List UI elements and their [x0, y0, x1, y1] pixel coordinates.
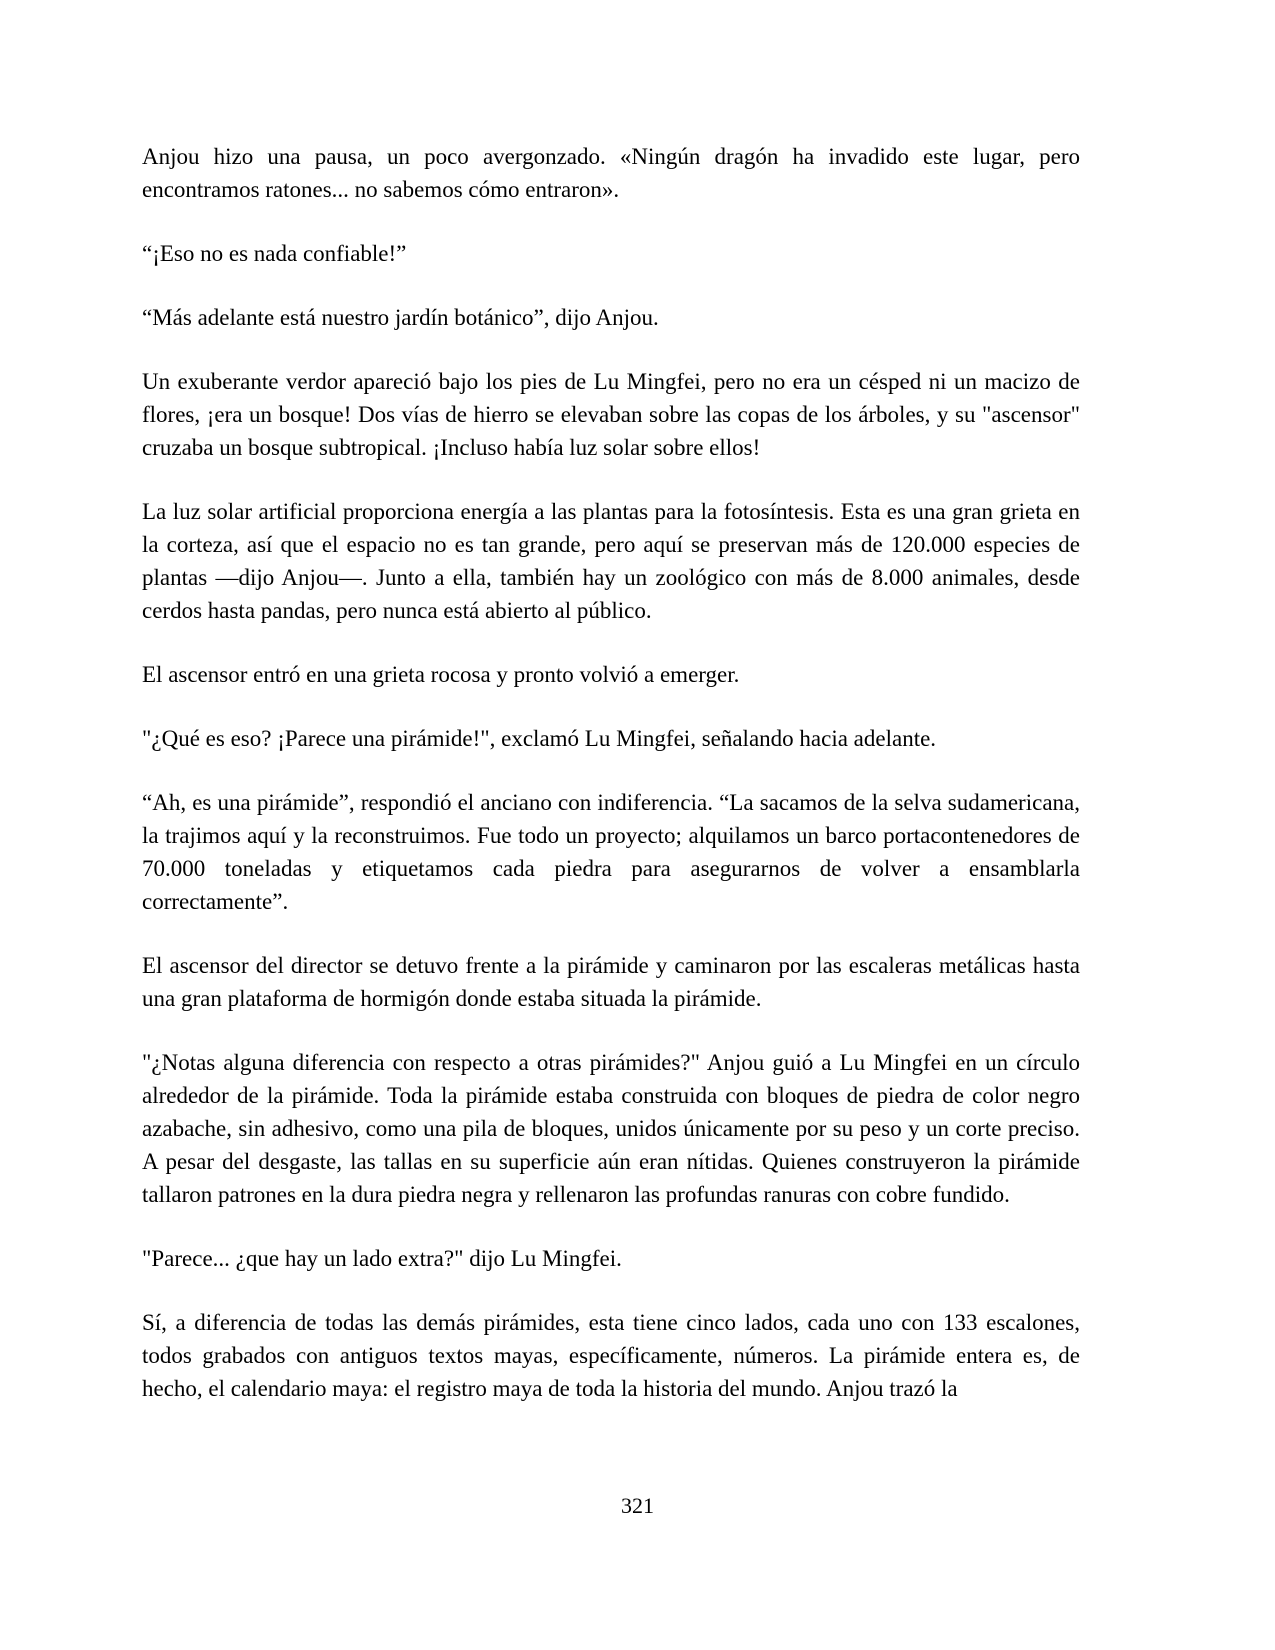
page-number: 321 [621, 1493, 654, 1518]
paragraph: El ascensor del director se detuvo frente a la pirámide y caminaron por las escaleras metálicas hasta una gran plataforma de hormigón donde estaba situada la pirámide. [142, 953, 1080, 1011]
paragraph: “¡Eso no es nada confiable!” [142, 241, 407, 266]
paragraph: El ascensor entró en una grieta rocosa y pronto volvió a emerger. [142, 662, 740, 687]
page-body-text [142, 140, 1080, 1436]
paragraph: "¿Notas alguna diferencia con respecto a otras pirámides?" Anjou guió a Lu Mingfei en un círculo alrededor de la pirámide. Toda la pirámide estaba construida con bloques de piedra de color negro azabache, sin adhesivo, como una pila de bloques, unidos únicamente por su peso y un corte preciso. A pesar del desgaste, las tallas en su superficie aún eran nítidas. Quienes construyeron la pirámide tallaron patrones en la dura piedra negra y rellenaron las profundas ranuras con cobre fundido. [142, 1050, 1080, 1207]
paragraph: "¿Qué es eso? ¡Parece una pirámide!", exclamó Lu Mingfei, señalando hacia adelante. [142, 726, 937, 751]
paragraph: “Ah, es una pirámide”, respondió el anciano con indiferencia. “La sacamos de la selva sudamericana, la trajimos aquí y la reconstruimos. Fue todo un proyecto; alquilamos un barco portacontenedores de 70.000 toneladas y etiquetamos cada piedra para asegurarnos de volver a ensamblarla correctamente”. [142, 790, 1080, 914]
paragraph: Anjou hizo una pausa, un poco avergonzado. «Ningún dragón ha invadido este lugar, pero encontramos ratones... no sabemos cómo entraron». [142, 144, 1080, 202]
paragraph: "Parece... ¿que hay un lado extra?" dijo Lu Mingfei. [142, 1246, 622, 1271]
paragraph: La luz solar artificial proporciona energía a las plantas para la fotosíntesis. Esta es una gran grieta en la corteza, así que el espacio no es tan grande, pero aquí se preservan más de 120.000 especies de plantas —dijo Anjou—. Junto a ella, también hay un zoológico con más de 8.000 animales, desde cerdos hasta pandas, pero nunca está abierto al público. [142, 499, 1080, 623]
paragraph: Un exuberante verdor apareció bajo los pies de Lu Mingfei, pero no era un césped ni un macizo de flores, ¡era un bosque! Dos vías de hierro se elevaban sobre las copas de los árboles, y su "ascensor" cruzaba un bosque subtropical. ¡Incluso había luz solar sobre ellos! [142, 369, 1080, 460]
paragraph: Sí, a diferencia de todas las demás pirámides, esta tiene cinco lados, cada uno con 133 escalones, todos grabados con antiguos textos mayas, específicamente, números. La pirámide entera es, de hecho, el calendario maya: el registro maya de toda la historia del mundo. Anjou trazó la [142, 1310, 1080, 1401]
paragraph: “Más adelante está nuestro jardín botánico”, dijo Anjou. [142, 305, 659, 330]
